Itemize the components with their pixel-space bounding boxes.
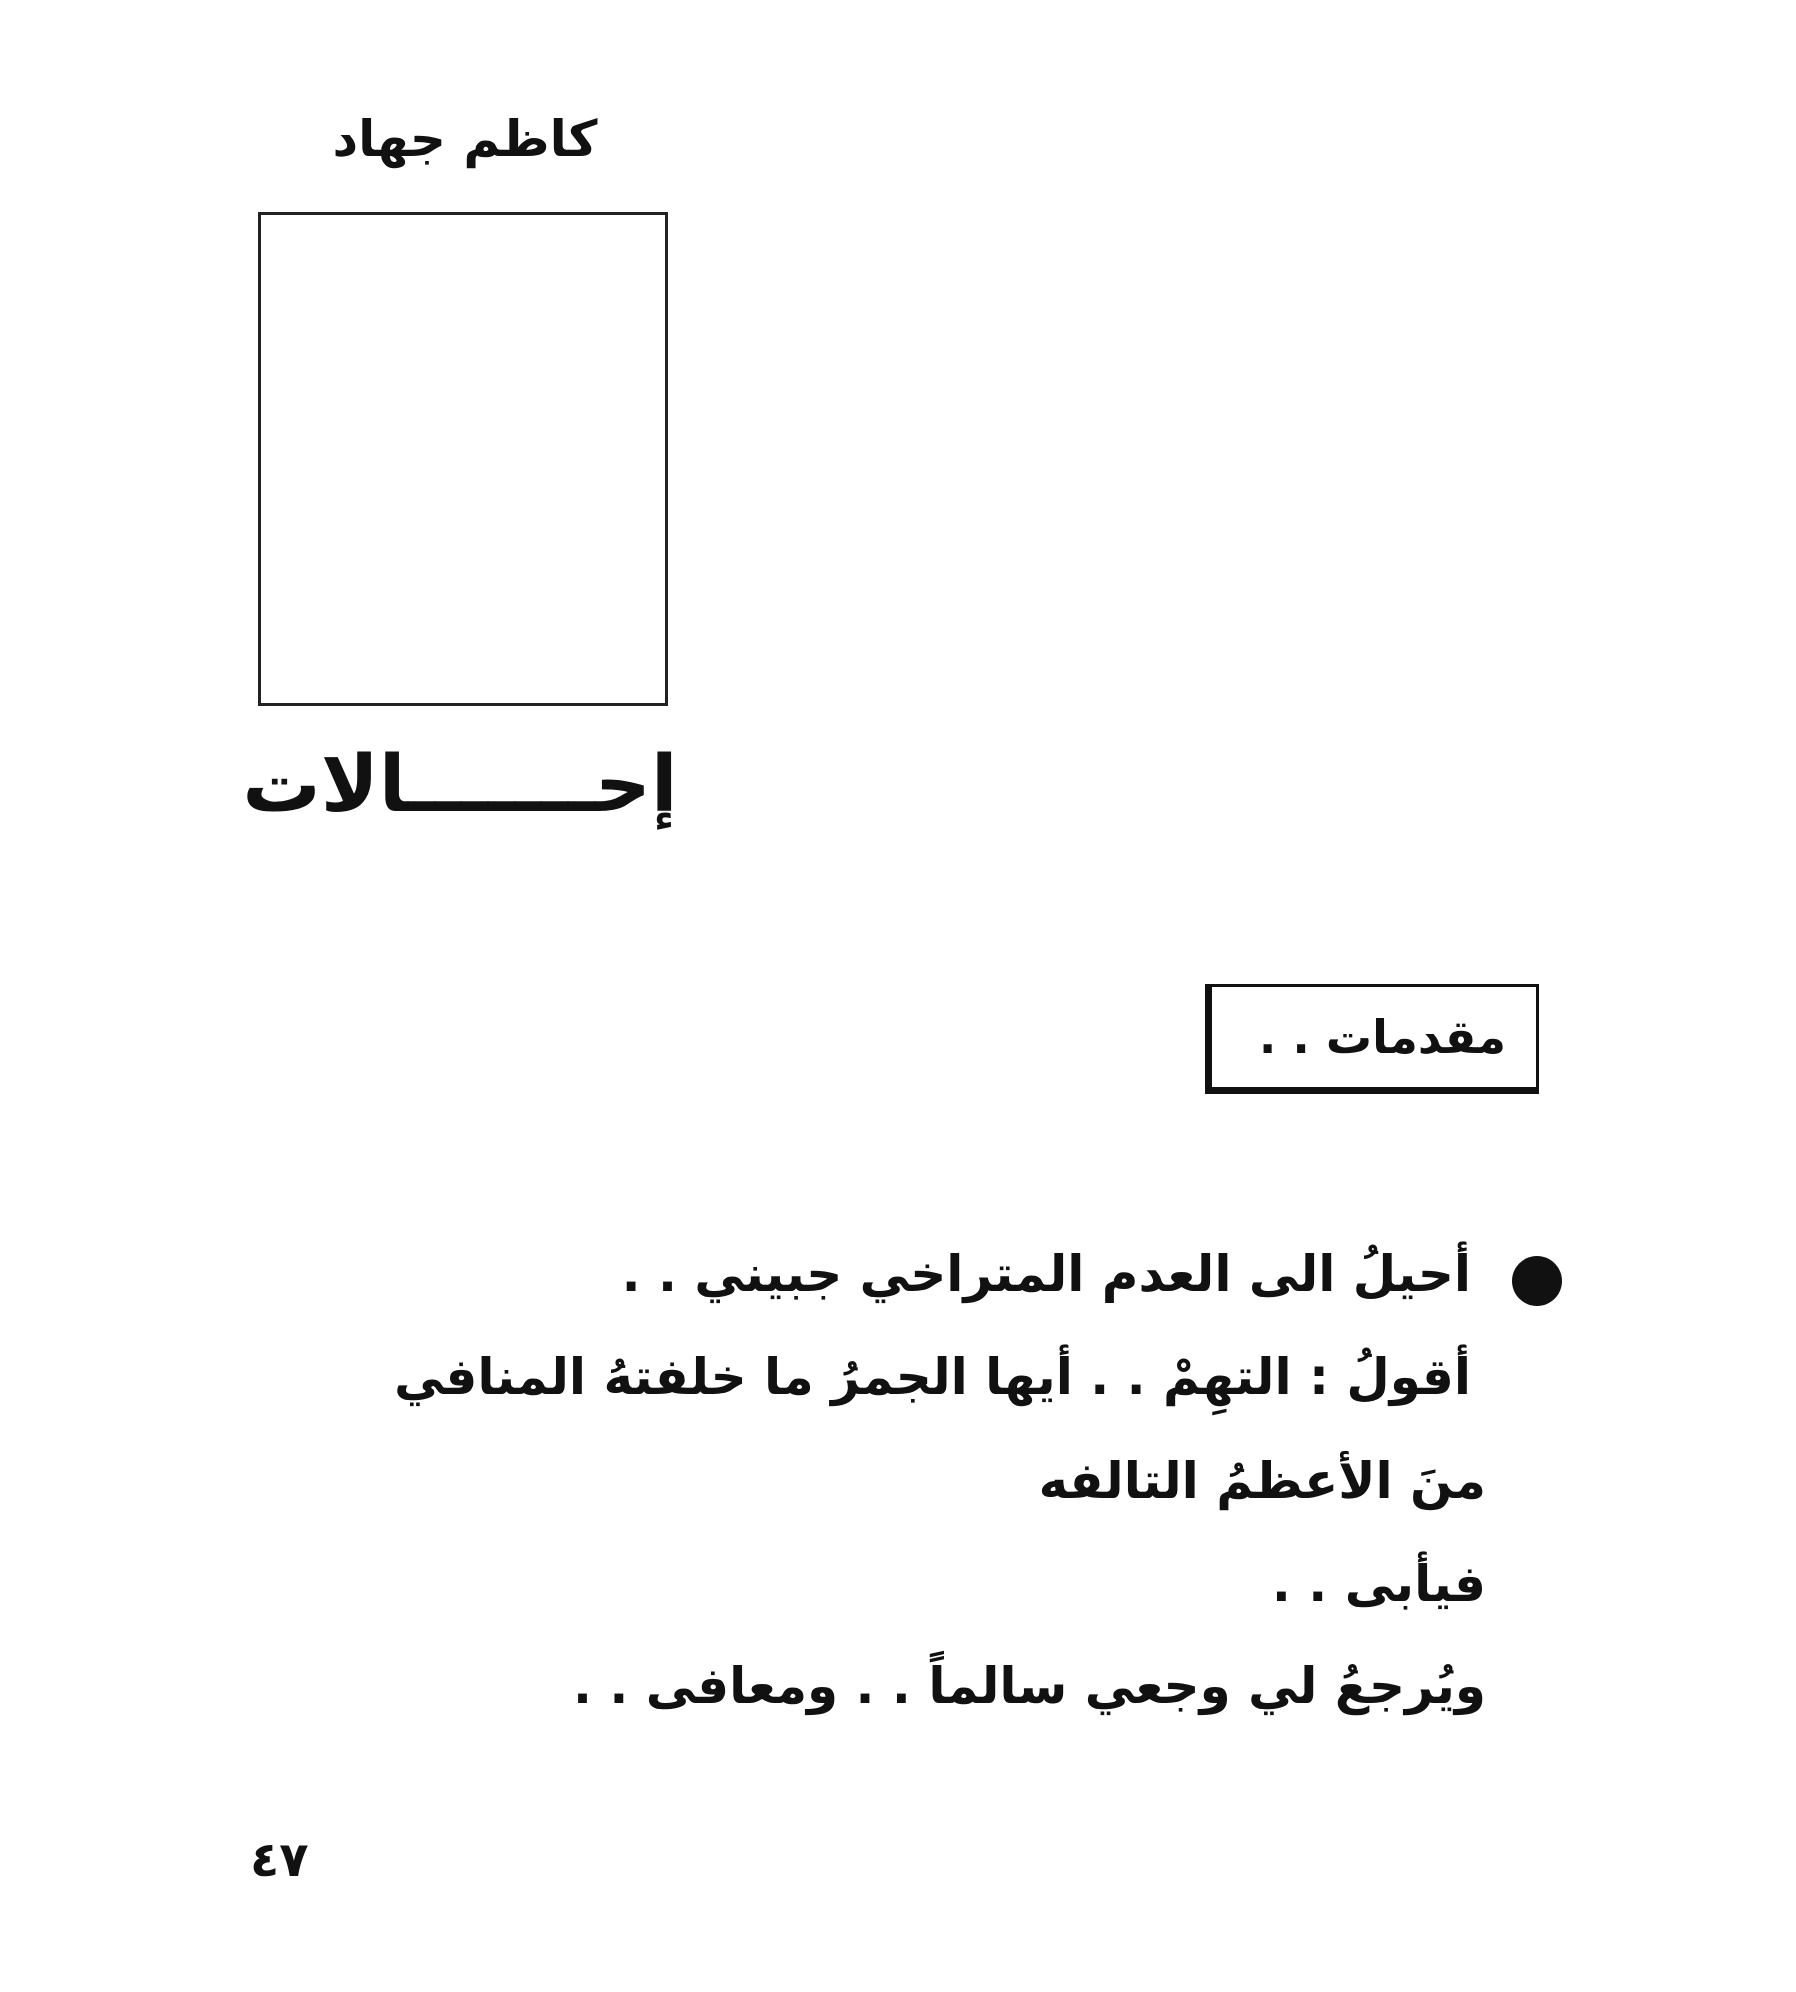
page-number: ٤٧	[250, 1832, 309, 1888]
verse-line-5: ويُرجعُ لي وجعي سالماً . . ومعافى . .	[572, 1657, 1486, 1715]
verse-line-3: منَ الأعظمُ التالفه	[1038, 1452, 1486, 1510]
poem-title: إحـــــــالات	[242, 740, 678, 830]
author-photo-frame	[258, 212, 668, 706]
section-label: مقدمات . .	[1258, 1010, 1506, 1064]
author-name: كاظم جهاد	[332, 110, 598, 168]
verse-line-2: أقولُ : التهِمْ . . أيها الجمرُ ما خلفتهُ المنافي	[394, 1348, 1471, 1406]
section-label-box	[1205, 984, 1539, 1094]
verse-line-4: فيأبى . .	[1271, 1555, 1486, 1613]
bullet-icon	[1512, 1256, 1562, 1306]
verse-line-1: أحيلُ الى العدم المتراخي جبيني . .	[621, 1245, 1471, 1303]
